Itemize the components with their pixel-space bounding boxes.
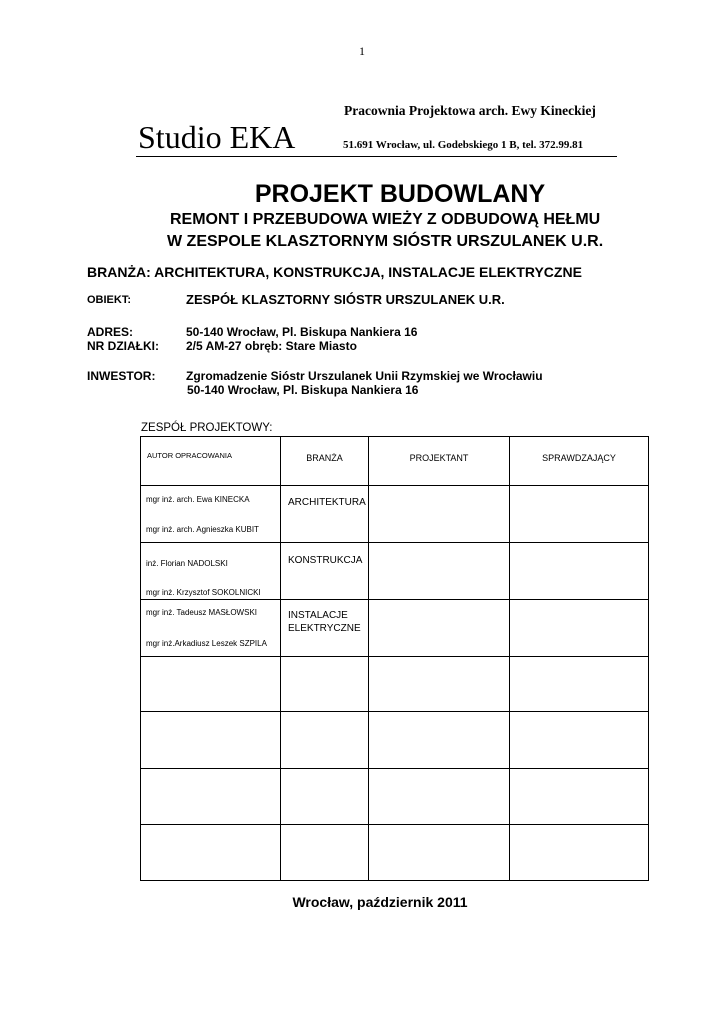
projektant-cell (369, 486, 510, 543)
author-line-1: mgr inż. arch. Ewa KINECKA (146, 495, 250, 504)
branza-value: ARCHITEKTURA (288, 497, 366, 508)
header-branza-cell (281, 437, 369, 486)
studio-address: 51.691 Wrocław, ul. Godebskiego 1 B, tel. 372.99.81 (343, 139, 584, 151)
header-sprawdzajacy: SPRAWDZAJĄCY (542, 453, 616, 463)
empty-row (141, 769, 649, 825)
author-line-1: mgr inż. Tadeusz MASŁOWSKI (146, 608, 257, 617)
author-cell (141, 600, 281, 657)
page-number: 1 (359, 44, 365, 58)
empty-row (141, 657, 649, 712)
branza-cell (281, 600, 369, 657)
branza-cell (281, 543, 369, 600)
projektant-cell (369, 600, 510, 657)
subtitle-line-1: REMONT I PRZEBUDOWA WIEŻY Z ODBUDOWĄ HEŁMU (170, 211, 601, 228)
studio-line1: Pracownia Projektowa arch. Ewy Kineckiej (344, 103, 596, 118)
adres-value: 50-140 Wrocław, Pl. Biskupa Nankiera 16 (186, 325, 418, 339)
table-header-row (141, 437, 649, 486)
empty-row (141, 712, 649, 769)
projektant-cell (369, 543, 510, 600)
team-table (140, 436, 649, 881)
obiekt-label: OBIEKT: (87, 294, 131, 306)
table-row (141, 486, 649, 543)
obiekt-value: ZESPÓŁ KLASZTORNY SIÓSTR URSZULANEK U.R. (186, 292, 505, 307)
header-projektant: PROJEKTANT (409, 453, 469, 463)
branza-line: BRANŻA: ARCHITEKTURA, KONSTRUKCJA, INSTALACJE ELEKTRYCZNE (87, 264, 582, 280)
branza-value: INSTALACJE ELEKTRYCZNE (288, 610, 361, 634)
dzialka-value: 2/5 AM-27 obręb: Stare Miasto (186, 339, 357, 353)
author-line-2: mgr inż. arch. Agnieszka KUBIT (146, 525, 259, 534)
header-underline (136, 156, 617, 157)
branza-cell (281, 486, 369, 543)
dzialka-label: NR DZIAŁKI: (87, 339, 159, 353)
author-line-2: mgr inż.Arkadiusz Leszek SZPILA (146, 639, 267, 648)
header-projektant-cell (369, 437, 510, 486)
header-branza: BRANŻA (306, 453, 343, 463)
inwestor-label: INWESTOR: (87, 369, 156, 383)
header-sprawdzajacy-cell (510, 437, 649, 486)
document-title: PROJEKT BUDOWLANY (254, 180, 546, 208)
sprawdzajacy-cell (510, 600, 649, 657)
team-heading: ZESPÓŁ PROJEKTOWY: (141, 422, 273, 434)
sprawdzajacy-cell (510, 486, 649, 543)
inwestor-value-line-2: 50-140 Wrocław, Pl. Biskupa Nankiera 16 (187, 383, 419, 397)
author-cell (141, 486, 281, 543)
branza-value: KONSTRUKCJA (288, 555, 363, 566)
table-row (141, 543, 649, 600)
header-author-cell (141, 437, 281, 486)
author-line-2: mgr inż. Krzysztof SOKOLNICKI (146, 588, 261, 597)
footer-place-date: Wrocław, październik 2011 (292, 894, 468, 910)
empty-row (141, 825, 649, 881)
table-row (141, 600, 649, 657)
studio-name: Studio EKA (138, 119, 296, 155)
inwestor-value-line-1: Zgromadzenie Sióstr Urszulanek Unii Rzymskiej we Wrocławiu (186, 369, 543, 383)
header-author: AUTOR OPRACOWANIA (147, 451, 233, 460)
sprawdzajacy-cell (510, 543, 649, 600)
author-cell (141, 543, 281, 600)
adres-label: ADRES: (87, 325, 134, 339)
subtitle-line-2: W ZESPOLE KLASZTORNYM SIÓSTR URSZULANEK U.R. (167, 233, 604, 250)
author-line-1: inż. Florian NADOLSKI (146, 559, 228, 568)
